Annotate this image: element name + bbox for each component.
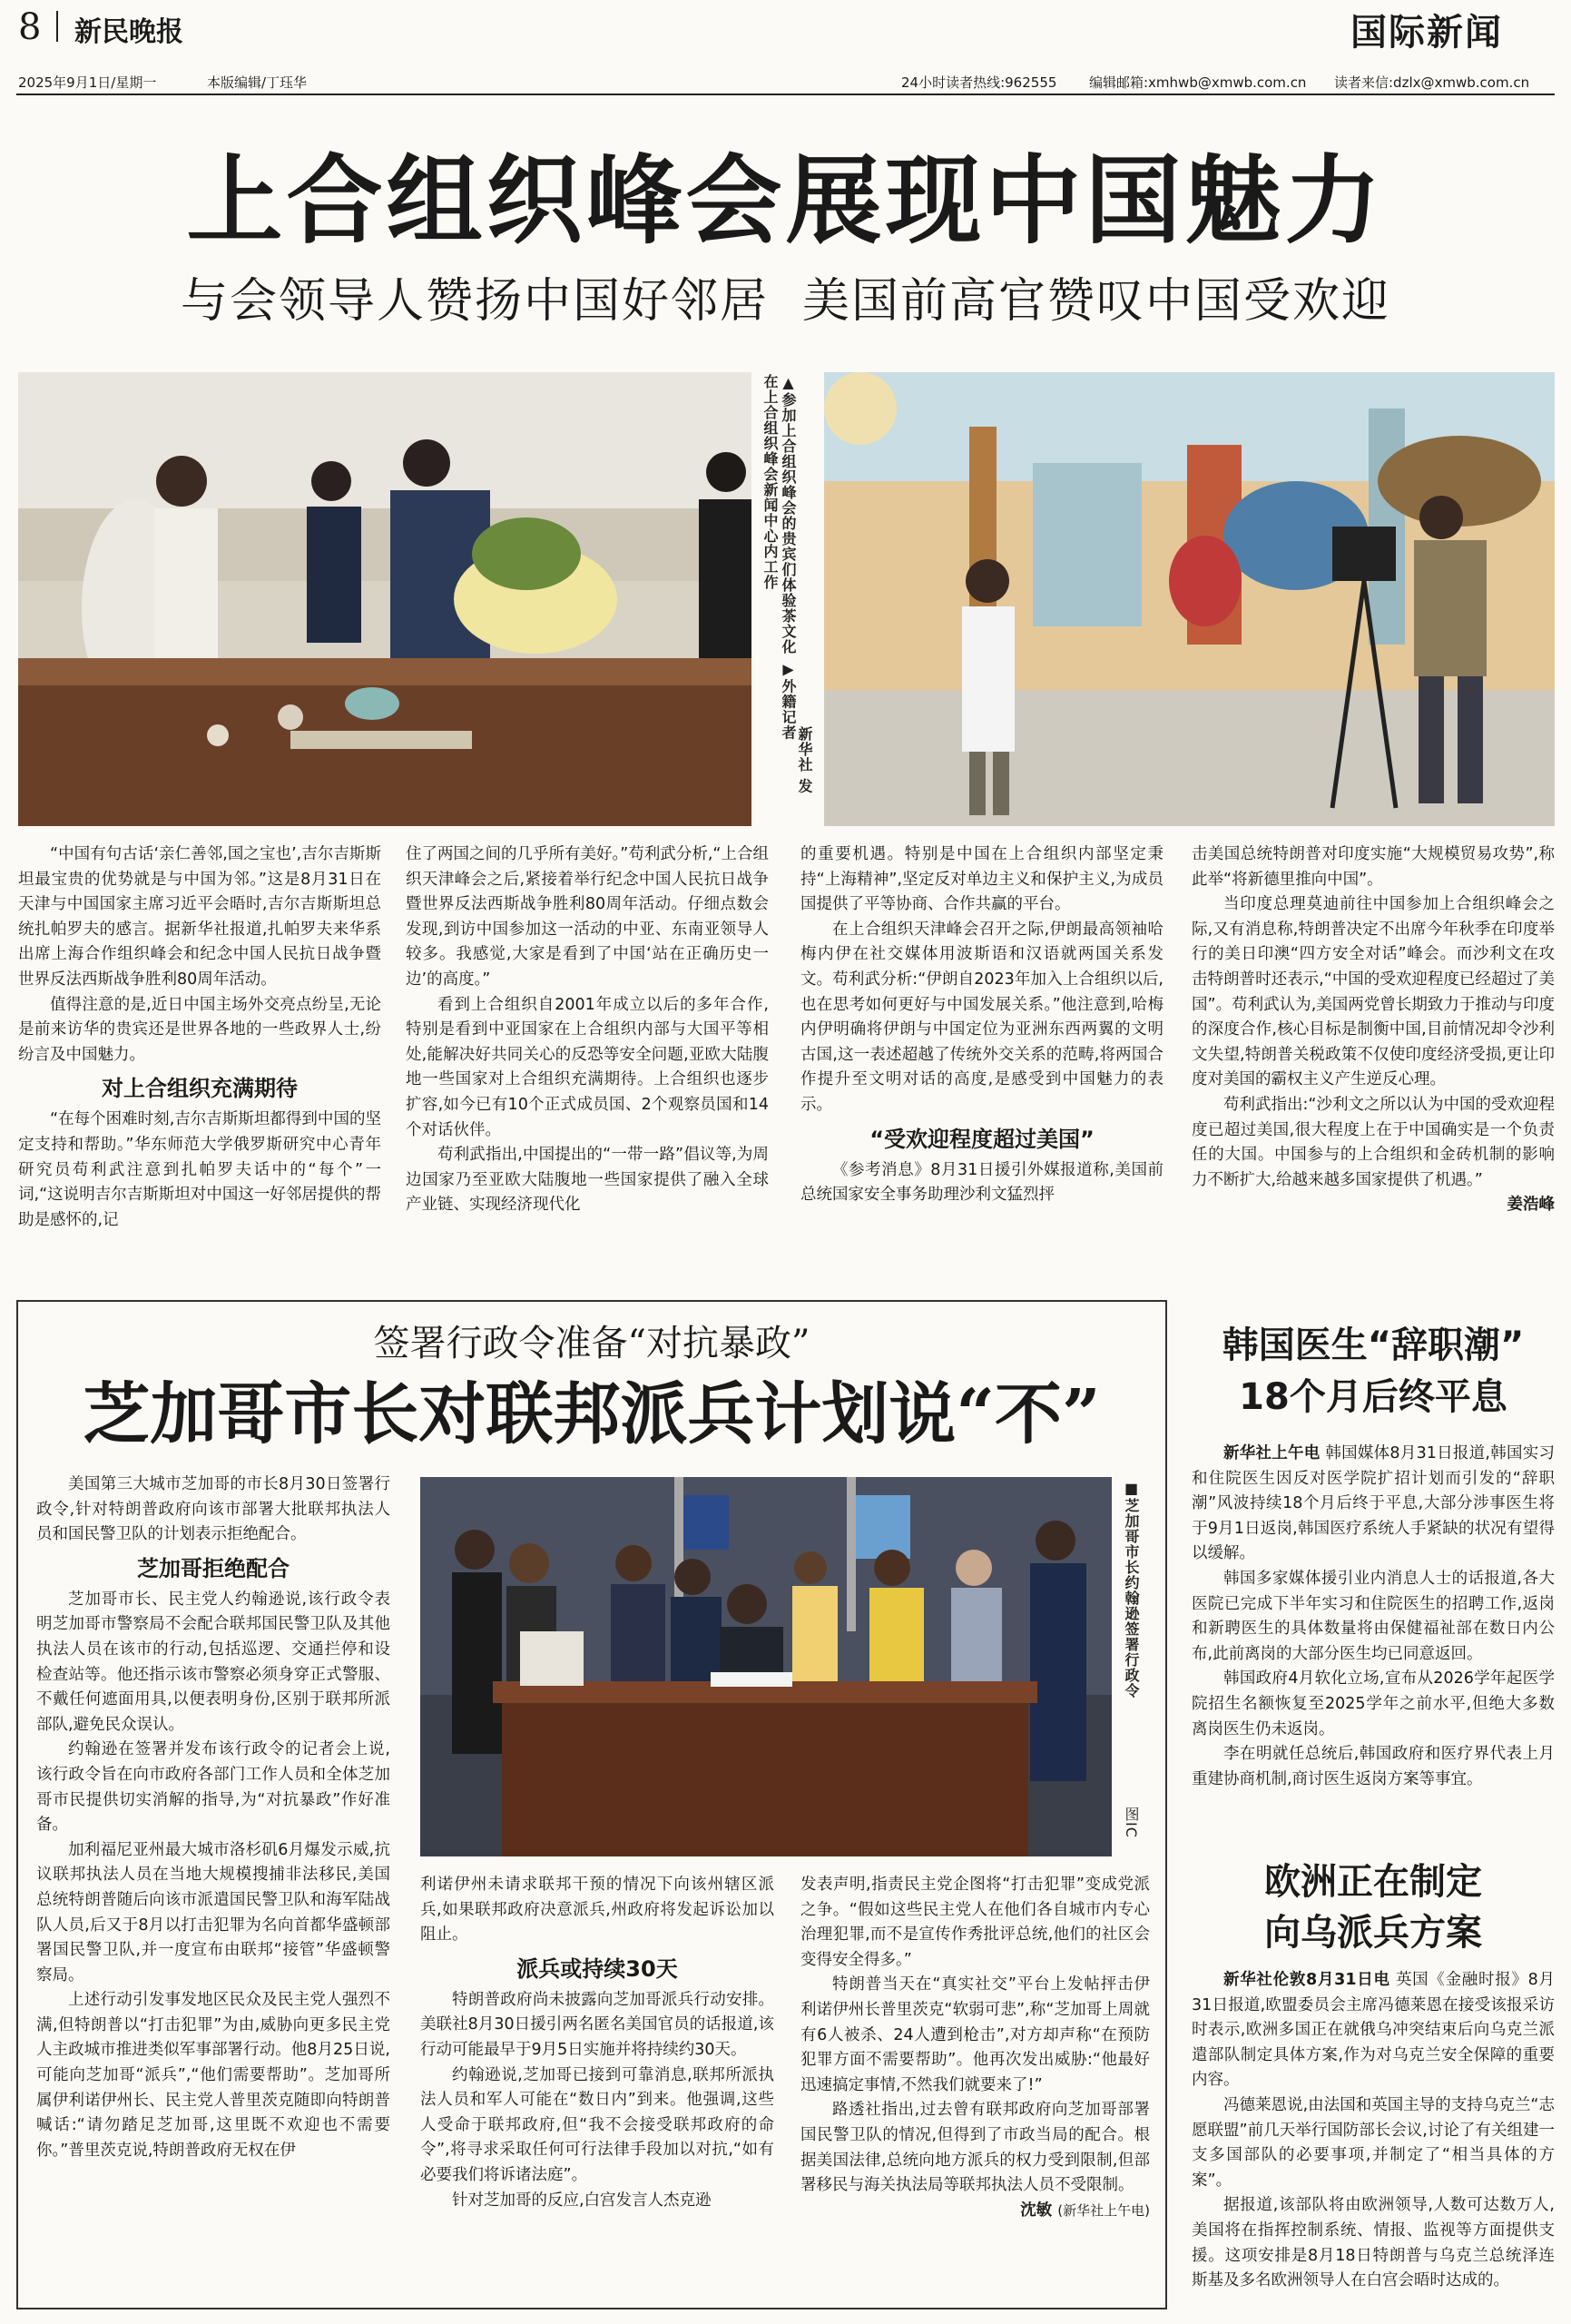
letters-email: 读者来信:dzlx@xmwb.com.cn: [1334, 74, 1530, 91]
chicago-column-3: [800, 1873, 1150, 2290]
masthead-rule: [16, 94, 1555, 95]
chicago-kicker: 签署行政令准备“对抗暴政”: [373, 1323, 810, 1364]
lead-paragraph: 当印度总理莫迪前往中国参加上合组织峰会之际,又有消息称,特朗普决定不出席今年秋季在印度举行的美日印澳“四方安全对话”峰会。而沙利文在攻击特朗普时还表示,“中国的受欢迎程度已经超过了美国”。苟利武认为,美国两党曾长期致力于推动与印度的深度合作,核心目标是制衡中国,目前情况却令沙利文失望,特朗普关税政策不仅使印度经济受损,更让印度对美国的霸权主义产生逆反心理。: [1192, 895, 1555, 1089]
korea-headline-1: 韩国医生“辞职潮”: [1222, 1324, 1525, 1366]
chicago-headline: 芝加哥市长对联邦派兵计划说“不”: [83, 1375, 1101, 1453]
korea-paragraph: 韩国多家媒体援引业内消息人士的话报道,各大医院已完成下半年实习和住院医生的招聘工作,返岗和新聘医生的具体数量将由保健福祉部在数日内公布,此前离岗的大部分医生均已同意返回。: [1192, 1569, 1555, 1663]
lead-subheadline: 与会领导人赞扬中国好邻居 美国前高官赞叹中国受欢迎: [180, 274, 1391, 329]
editor-line: 本版编辑/丁珏华: [207, 74, 308, 91]
chicago-byline: [800, 2199, 1150, 2224]
europe-headline-1: 欧洲正在制定: [1264, 1861, 1482, 1903]
chicago-byline-name: 沈敏: [1020, 2201, 1053, 2220]
chicago-paragraph: 美国第三大城市芝加哥的市长8月30日签署行政令,针对特朗普政府向该市部署大批联邦执法人员和国民警卫队的计划表示拒绝配合。: [36, 1475, 390, 1544]
chicago-paragraph: 约翰逊说,芝加哥已接到可靠消息,联邦所派执法人员和军人可能在“数日内”到来。他强调,这些人受命于联邦政府,但“我不会接受联邦政府的命令”,将寻求采取任何可行法律手段加以对抗,“如有必要我们将诉诸法庭”。: [420, 2065, 774, 2184]
chicago-paragraph: 针对芝加哥的反应,白宫发言人杰克逊: [452, 2191, 712, 2210]
chicago-paragraph: 特朗普政府尚未披露向芝加哥派兵行动安排。美联社8月30日援引两名匿名美国官员的话报道,该行动可能最早于9月5日实施并将持续约30天。: [420, 1990, 774, 2059]
tea-ceremony-photo: [18, 372, 751, 826]
lead-column-3: [800, 842, 1164, 1295]
lead-paragraph: 住了两国之间的几乎所有美好。”苟利武分析,“上合组织天津峰会之后,紧接着举行纪念中国人民抗日战争暨世界反法西斯战争胜利80周年活动。仔细点数会发现,到访中国参加这一活动的中亚、东南亚领导人较多。我感觉,大家是看到了中国‘站在正确历史一边’的高度。”: [406, 845, 769, 989]
chicago-photo-credit: 图IC: [1123, 1807, 1140, 1838]
chicago-paragraph: 路透社指出,过去曾有联邦政府向芝加哥部署国民警卫队的情况,但得到了市政当局的配合。根据美国法律,总统向地方派兵的权力受到限制,但部署移民与海关执法局等联邦执法人员不受限制。: [800, 2101, 1150, 2195]
page-number: 8: [18, 6, 42, 48]
lead-headline: 上合组织峰会展现中国魅力: [186, 145, 1385, 257]
chicago-photo-caption: ■芝加哥市长约翰逊签署行政令: [1123, 1480, 1140, 1699]
europe-paragraph: [1192, 1968, 1555, 2093]
lead-paragraph: 在上合组织天津峰会召开之际,伊朗最高领袖哈梅内伊在社交媒体用波斯语和汉语就两国关系发文。苟利武分析:“伊朗自2023年加入上合组织以后,也在思考如何更好与中国发展关系。”他注意到,哈梅内伊明确将伊朗与中国定位为亚洲东西两翼的文明古国,这一表述超越了传统外交关系的范畴,将两国合作提升至文明对话的高度,是感受到中国魅力的表示。: [800, 920, 1164, 1114]
chicago-subhead-2: 派兵或持续30天: [516, 1955, 678, 1982]
lead-paragraph: 值得注意的是,近日中国主场外交亮点纷呈,无论是前来访华的贵宾还是世界各地的一些政界人士,纷纷言及中国魅力。: [18, 995, 381, 1064]
europe-lead-text: 英国《金融时报》8月31日报道,欧盟委员会主席冯德莱恩在接受该报采访时表示,欧洲多国正在就俄乌冲突结束后向乌克兰派遣部队制定具体方案,作为对乌克兰安全保障的重要内容。: [1192, 1971, 1555, 2090]
lead-column-1: [18, 842, 381, 1295]
lead-paragraph: 苟利武指出:“沙利文之所以认为中国的受欢迎程度已超过美国,很大程度上在于中国确实是一个负责任的大国。中国参与的上合组织和金砖机制的影响力不断扩大,给越来越多国家提供了机遇。”: [1192, 1095, 1555, 1189]
lead-byline: 姜浩峰: [1507, 1196, 1555, 1215]
chicago-column-2: [420, 1873, 774, 2290]
europe-paragraph: 冯德莱恩说,由法国和英国主导的支持乌克兰“志愿联盟”前几天举行国防部长会议,讨论了有关组建一支多国部队的必要事项,并制定了“相当具体的方案”。: [1192, 2095, 1555, 2190]
editor-email: 编辑邮箱:xmhwb@xmwb.com.cn: [1089, 74, 1307, 91]
korea-dateline: 新华社上午电: [1223, 1444, 1321, 1462]
masthead-divider: [56, 11, 58, 42]
lead-subhead-1: 对上合组织充满期待: [102, 1076, 298, 1102]
korea-paragraph: [1192, 1442, 1555, 1567]
chicago-paragraph: 特朗普当天在“真实社交”平台上发帖抨击伊利诺伊州长普里茨克“软弱可悲”,称“芝加哥上周就有6人被杀、24人遭到枪击”,对方却声称“在预防犯罪方面不需要帮助”。他再次发出威胁:“他最好迅速搞定事情,不然我们就要来了!”: [800, 1975, 1150, 2094]
lead-paragraph: “在每个困难时刻,吉尔吉斯斯坦都得到中国的坚定支持和帮助。”华东师范大学俄罗斯研究中心青年研究员苟利武注意到扎帕罗夫话中的“每个”一词,“这说明吉尔吉斯斯坦对中国这一好邻居提供的帮助是感怀的,记: [18, 1110, 381, 1229]
lead-paragraph: 看到上合组织自2001年成立以后的多年合作,特别是看到中亚国家在上合组织内部与大国平等相处,能解决好共同关心的反恐等安全问题,亚欧大陆腹地一些国家对上合组织充满期待。上合组织也逐步扩容,如今已有10个正式成员国、2个观察员国和14个对话伙伴。: [406, 995, 769, 1139]
chicago-paragraph: 上述行动引发事发地区民众及民主党人强烈不满,但特朗普以“打击犯罪”为由,威胁向更多民主党人主政城市推进类似军事部署行动。他8月25日说,可能向芝加哥“派兵”,“他们需要帮助”。芝加哥所属伊利诺伊州长、民主党人普里茨克随即向特朗普喊话:“请勿踏足芝加哥,这里既不欢迎也不需要你。”普里茨克说,特朗普政府无权在伊: [36, 1991, 390, 2160]
paper-name: 新民晚报: [74, 16, 183, 48]
korea-paragraph: 韩国政府4月软化立场,宣布从2026学年起医学院招生名额恢复至2025学年之前水平,但绝大多数离岗医生仍未返岗。: [1192, 1669, 1555, 1738]
lead-subhead-2: “受欢迎程度超过美国”: [869, 1126, 1095, 1152]
lead-column-4: [1192, 842, 1555, 1295]
press-center-photo: [824, 372, 1555, 826]
korea-lead-text: 韩国媒体8月31日报道,韩国实习和住院医生因反对医学院扩招计划而引发的“辞职潮”风波持续18个月后终于平息,大部分涉事医生将于9月1日返岗,韩国医疗系统人手紧缺的状况有望得以缓解。: [1192, 1444, 1555, 1563]
korea-paragraph: 李在明就任总统后,韩国政府和医疗界代表上月重建协商机制,商讨医生返岗方案等事宜。: [1192, 1745, 1555, 1788]
lead-paragraph: 击美国总统特朗普对印度实施“大规模贸易攻势”,称此举“将新德里推向中国”。: [1192, 845, 1555, 889]
lead-photo-caption: ▲参加上合组织峰会的贵宾们体验茶文化 ▶外籍记者在上合组织峰会新闻中心内工作: [761, 374, 797, 741]
hotline: 24小时读者热线:962555: [901, 74, 1057, 91]
chicago-paragraph: 发表声明,指责民主党企图将“打击犯罪”变成党派之争。“假如这些民主党人在他们各自城市内专心治理犯罪,而不是宣传作秀批评总统,他们的社区会变得安全得多。”: [800, 1876, 1150, 1969]
section-name: 国际新闻: [1350, 12, 1503, 54]
chicago-subhead-1: 芝加哥拒绝配合: [137, 1555, 290, 1581]
lead-paragraph: 的重要机遇。特别是中国在上合组织内部坚定秉持“上海精神”,坚定反对单边主义和保护主义,为成员国提供了平等协商、合作共赢的平台。: [800, 845, 1164, 914]
lead-paragraph: “中国有句古话‘亲仁善邻,国之宝也’,吉尔吉斯斯坦最宝贵的优势就是与中国为邻。”这是8月31日在天津与中国国家主席习近平会晤时,吉尔吉斯斯坦总统扎帕罗夫的感言。据新华社报道,扎帕罗夫来华系出席上海合作组织峰会和纪念中国人民抗日战争暨世界反法西斯战争胜利80周年活动。: [18, 845, 381, 989]
lead-photo-credit: 新华社 发: [796, 726, 813, 794]
europe-dateline: 新华社伦敦8月31日电: [1223, 1971, 1390, 1989]
lead-column-2: [406, 842, 769, 1295]
chicago-byline-source: (新华社上午电): [1057, 2201, 1150, 2219]
korea-headline-2: 18个月后终平息: [1239, 1376, 1507, 1418]
signing-photo: [420, 1477, 1112, 1856]
europe-headline-2: 向乌派兵方案: [1264, 1912, 1482, 1954]
chicago-paragraph: 利诺伊州未请求联邦干预的情况下向该州辖区派兵,如果联邦政府决意派兵,州政府将发起诉讼加以阻止。: [420, 1876, 774, 1945]
lead-paragraph: 《参考消息》8月31日援引外媒报道称,美国前总统国家安全事务助理沙利文猛烈抨: [800, 1160, 1164, 1205]
lead-paragraph: 苟利武指出,中国提出的“一带一路”倡议等,为周边国家乃至亚欧大陆腹地一些国家提供了融入全球产业链、实现经济现代化: [406, 1146, 769, 1215]
date-line: 2025年9月1日/星期一: [18, 74, 157, 91]
chicago-column-1: [36, 1472, 390, 2290]
chicago-paragraph: 加利福尼亚州最大城市洛杉矶6月爆发示威,抗议联邦执法人员在当地大规模搜捕非法移民,美国总统特朗普随后向该市派遣国民警卫队和海军陆战队人员,后又于8月以打击犯罪为名向首都华盛顿部署国民警卫队,并一度宣布由联邦“接管”华盛顿警察局。: [36, 1840, 390, 1984]
europe-story: [1192, 1968, 1555, 2313]
korea-story: [1192, 1442, 1555, 1841]
europe-paragraph: 据报道,该部队将由欧洲领导,人数可达数万人,美国将在指挥控制系统、情报、监视等方面提供支援。这项安排是8月18日特朗普与乌克兰总统泽连斯基及多名欧洲领导人在白宫会晤时达成的。: [1192, 2196, 1555, 2290]
chicago-paragraph: 芝加哥市长、民主党人约翰逊说,该行政令表明芝加哥市警察局不会配合联邦国民警卫队及其他执法人员在该市的行动,包括巡逻、交通拦停和设检查站等。他还指示该市警察必须身穿正式警服、不戴任何遮面用具,以便表明身份,区别于联邦所派部队,避免民众误认。: [36, 1590, 390, 1734]
chicago-paragraph: 约翰逊在签署并发布该行政令的记者会上说,该行政令旨在向市政府各部门工作人员和全体芝加哥市民提供切实消解的指导,为“对抗暴政”作好准备。: [36, 1740, 390, 1835]
masthead: [0, 0, 1571, 91]
